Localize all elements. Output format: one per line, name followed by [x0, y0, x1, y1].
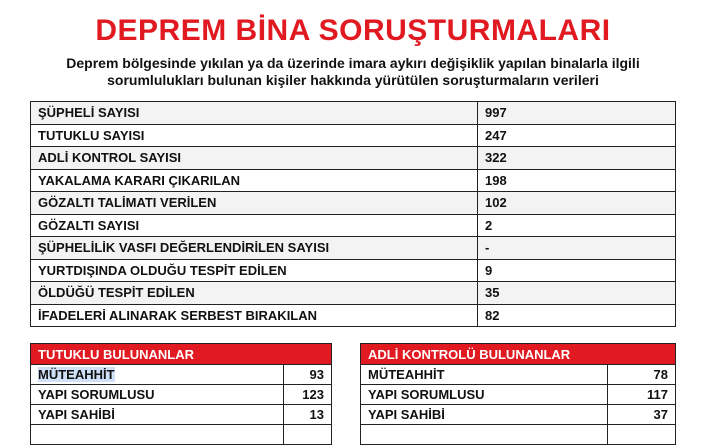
row-value: 247: [478, 124, 676, 147]
row-label: ŞÜPHELİ SAYISI: [31, 102, 478, 125]
row-value: 35: [478, 282, 676, 305]
page-subtitle: Deprem bölgesinde yıkılan ya da üzerinde imara aykırı değişiklik yapılan binalarla ilgili sorumlulukları bulunan kişiler hakkında yürütülen soruşturmaların verileri: [66, 55, 640, 88]
row-label: YAPI SAHİBİ: [31, 405, 284, 425]
judicial-control-table: [360, 343, 676, 445]
row-value: 2: [478, 214, 676, 237]
row-value: -: [478, 237, 676, 260]
table-row: [361, 365, 676, 385]
row-label: ŞÜPHELİLİK VASFI DEĞERLENDİRİLEN SAYISI: [31, 237, 478, 260]
table-row: [31, 304, 676, 327]
row-label: [31, 365, 284, 385]
row-value: 78: [608, 365, 676, 385]
table-row: [361, 425, 676, 445]
row-value: 82: [478, 304, 676, 327]
row-value: 13: [284, 405, 332, 425]
row-value: 102: [478, 192, 676, 215]
row-label: [31, 425, 284, 445]
detained-table: [30, 343, 332, 445]
row-value: 117: [608, 385, 676, 405]
table-row: [31, 124, 676, 147]
table-row: [31, 425, 332, 445]
table-row: [31, 237, 676, 260]
row-value: 322: [478, 147, 676, 170]
row-label: YURTDIŞINDA OLDUĞU TESPİT EDİLEN: [31, 259, 478, 282]
row-value: 93: [284, 365, 332, 385]
row-label: MÜTEAHHİT: [361, 365, 608, 385]
row-label: YAPI SORUMLUSU: [361, 385, 608, 405]
row-label: TUTUKLU SAYISI: [31, 124, 478, 147]
row-value: [608, 425, 676, 445]
table-row: [31, 102, 676, 125]
row-label: [361, 425, 608, 445]
selected-text[interactable]: MÜTEAHHİT: [38, 367, 115, 382]
row-label: GÖZALTI SAYISI: [31, 214, 478, 237]
table-row: [361, 405, 676, 425]
row-label: YAKALAMA KARARI ÇIKARILAN: [31, 169, 478, 192]
table-header-row: [361, 344, 676, 365]
row-label: YAPI SORUMLUSU: [31, 385, 284, 405]
main-stats-table: [30, 101, 676, 327]
table-row: [31, 385, 332, 405]
row-value: 9: [478, 259, 676, 282]
judicial-control-table-header: ADLİ KONTROLÜ BULUNANLAR: [361, 344, 676, 365]
table-row: [31, 282, 676, 305]
row-value: [284, 425, 332, 445]
table-row: [361, 385, 676, 405]
table-row: [31, 405, 332, 425]
table-row: [31, 169, 676, 192]
table-row: [31, 147, 676, 170]
table-row: [31, 192, 676, 215]
row-value: 37: [608, 405, 676, 425]
table-row: [31, 365, 332, 385]
row-value: 198: [478, 169, 676, 192]
detained-table-header: TUTUKLU BULUNANLAR: [31, 344, 332, 365]
row-label: ADLİ KONTROL SAYISI: [31, 147, 478, 170]
row-value: 997: [478, 102, 676, 125]
row-label: İFADELERİ ALINARAK SERBEST BIRAKILAN: [31, 304, 478, 327]
table-row: [31, 259, 676, 282]
row-label: YAPI SAHİBİ: [361, 405, 608, 425]
page-title: DEPREM BİNA SORUŞTURMALARI: [95, 14, 611, 47]
table-row: [31, 214, 676, 237]
row-value: 123: [284, 385, 332, 405]
table-header-row: [31, 344, 332, 365]
row-label: ÖLDÜĞÜ TESPİT EDİLEN: [31, 282, 478, 305]
row-label: GÖZALTI TALİMATI VERİLEN: [31, 192, 478, 215]
